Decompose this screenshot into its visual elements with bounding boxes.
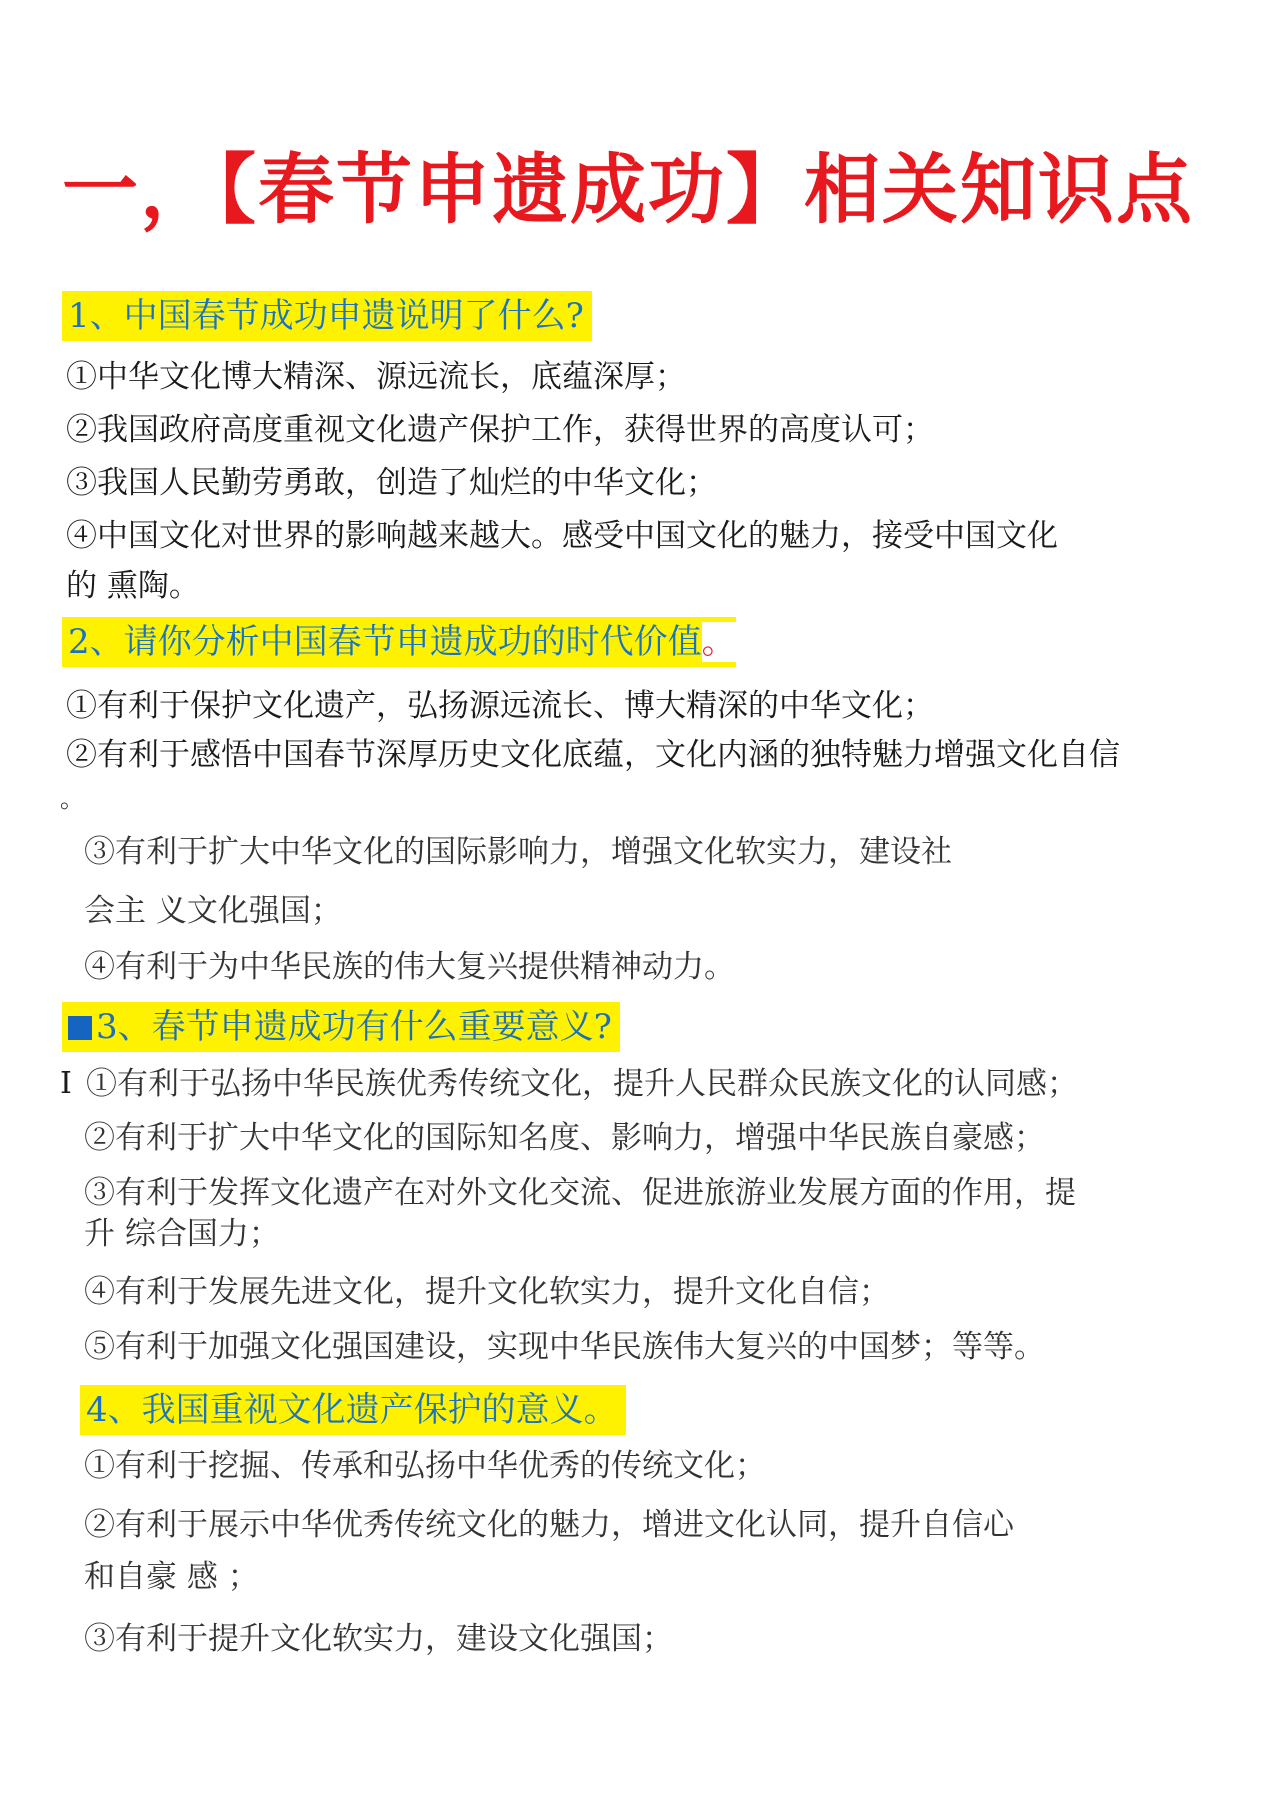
blue-square-icon [68,1016,92,1040]
section-4-item-2-cont: 和自豪 感 ； [84,1559,259,1595]
section-1-heading [62,291,592,341]
section-4-heading [80,1385,626,1435]
section-3-heading [62,1002,620,1052]
section-4-item-1: ①有利于挖掘、传承和弘扬中华优秀的传统文化； [84,1448,766,1484]
stray-mark: I [60,1066,72,1101]
section-2-item-4: ④有利于为中华民族的伟大复兴提供精神动力。 [84,949,735,985]
section-2-item-3: ③有利于扩大中华文化的国际影响力，增强文化软实力，建设社 [84,834,952,870]
section-1-item-4-cont: 的 熏陶。 [66,568,200,604]
section-2-item-1: ①有利于保护文化遗产，弘扬源远流长、博大精深的中华文化； [66,688,934,724]
section-1-heading-text: 1、中国春节成功申遗说明了什么? [68,296,584,336]
section-2-item-2: ②有利于感悟中国春节深厚历史文化底蕴，文化内涵的独特魅力增强文化自信 [66,737,1120,773]
section-4-item-2: ②有利于展示中华优秀传统文化的魅力，增进文化认同，提升自信心 [84,1507,1014,1543]
section-3-item-3: ③有利于发挥文化遗产在对外文化交流、促进旅游业发展方面的作用，提 [84,1175,1076,1211]
section-3-heading-text: 3、春节申遗成功有什么重要意义? [96,1007,612,1047]
section-4-item-3: ③有利于提升文化软实力，建设文化强国； [84,1621,673,1657]
section-3-item-3-cont: 升 综合国力； [84,1216,280,1252]
section-2-heading-text: 2、请你分析中国春节申遗成功的时代价值 [68,622,702,662]
section-3-item-4: ④有利于发展先进文化，提升文化软实力，提升文化自信； [84,1274,890,1310]
section-1-item-4: ④中国文化对世界的影响越来越大。感受中国文化的魅力，接受中国文化 [66,518,1058,554]
section-1-item-3: ③我国人民勤劳勇敢，创造了灿烂的中华文化； [66,465,717,501]
section-4-heading-text: 4、我国重视文化遗产保护的意义。 [86,1390,618,1430]
section-3-item-5: ⑤有利于加强文化强国建设，实现中华民族伟大复兴的中国梦；等等。 [84,1329,1045,1365]
section-2-item-3-cont: 会主 义文化强国； [84,893,342,929]
section-3-item-2: ②有利于扩大中华文化的国际知名度、影响力，增强中华民族自豪感； [84,1120,1045,1156]
page-title: 一，【春节申遗成功】相关知识点 [62,145,1194,234]
section-2-heading [62,617,736,667]
section-3-item-1: ①有利于弘扬中华民族优秀传统文化，提升人民群众民族文化的认同感； [86,1066,1078,1102]
section-1-item-1: ①中华文化博大精深、源远流长，底蕴深厚； [66,359,686,395]
section-2-item-2-cont: 。 [60,785,84,813]
section-1-item-2: ②我国政府高度重视文化遗产保护工作，获得世界的高度认可； [66,412,934,448]
section-2-heading-tail: 。 [701,622,736,662]
